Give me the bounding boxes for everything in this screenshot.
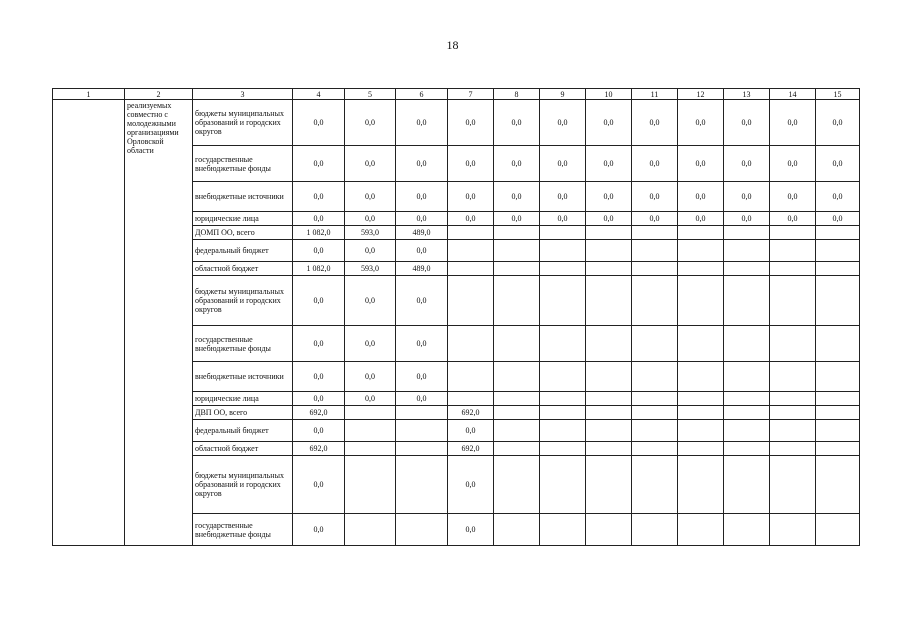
value-cell: 0,0 [816, 212, 860, 226]
value-cell [448, 226, 494, 240]
value-cell [396, 420, 448, 442]
value-cell: 0,0 [678, 146, 724, 182]
value-cell [540, 442, 586, 456]
row-name: юридические лица [193, 392, 293, 406]
value-cell: 0,0 [345, 182, 396, 212]
value-cell: 0,0 [396, 146, 448, 182]
value-cell: 593,0 [345, 262, 396, 276]
header-cell: 7 [448, 89, 494, 100]
value-cell [816, 362, 860, 392]
table-row [53, 100, 860, 146]
value-cell [540, 240, 586, 262]
value-cell [632, 362, 678, 392]
header-cell: 11 [632, 89, 678, 100]
value-cell [770, 442, 816, 456]
value-cell: 0,0 [586, 182, 632, 212]
value-cell [540, 514, 586, 546]
value-cell [494, 406, 540, 420]
value-cell [816, 514, 860, 546]
value-cell [494, 326, 540, 362]
value-cell: 0,0 [448, 420, 494, 442]
value-cell [494, 226, 540, 240]
value-cell [586, 392, 632, 406]
value-cell [540, 406, 586, 420]
value-cell: 0,0 [540, 146, 586, 182]
value-cell: 0,0 [586, 100, 632, 146]
value-cell: 0,0 [770, 212, 816, 226]
value-cell [396, 442, 448, 456]
value-cell [816, 276, 860, 326]
value-cell [540, 362, 586, 392]
value-cell [586, 442, 632, 456]
header-row [53, 89, 860, 100]
row-name: бюджеты муниципальных образований и городских округов [193, 276, 293, 326]
value-cell [494, 362, 540, 392]
value-cell: 489,0 [396, 226, 448, 240]
value-cell: 0,0 [293, 146, 345, 182]
value-cell [345, 514, 396, 546]
value-cell [770, 276, 816, 326]
value-cell: 0,0 [586, 146, 632, 182]
value-cell [770, 392, 816, 406]
value-cell: 0,0 [396, 362, 448, 392]
header-cell: 1 [53, 89, 125, 100]
value-cell [540, 420, 586, 442]
value-cell [678, 406, 724, 420]
value-cell [770, 240, 816, 262]
value-cell [494, 442, 540, 456]
value-cell: 0,0 [540, 182, 586, 212]
value-cell [540, 392, 586, 406]
value-cell [494, 456, 540, 514]
value-cell [724, 276, 770, 326]
value-cell [494, 240, 540, 262]
value-cell [724, 420, 770, 442]
value-cell [770, 326, 816, 362]
value-cell [632, 392, 678, 406]
header-cell: 10 [586, 89, 632, 100]
value-cell [632, 420, 678, 442]
value-cell [396, 514, 448, 546]
value-cell [678, 420, 724, 442]
header-cell: 13 [724, 89, 770, 100]
col1-cell [53, 100, 125, 546]
value-cell [540, 326, 586, 362]
value-cell: 0,0 [632, 100, 678, 146]
value-cell: 0,0 [345, 392, 396, 406]
value-cell: 0,0 [586, 212, 632, 226]
value-cell: 0,0 [293, 276, 345, 326]
row-name: бюджеты муниципальных образований и городских округов [193, 456, 293, 514]
value-cell: 489,0 [396, 262, 448, 276]
value-cell [632, 240, 678, 262]
value-cell [540, 276, 586, 326]
value-cell: 692,0 [448, 406, 494, 420]
value-cell [586, 362, 632, 392]
header-cell: 14 [770, 89, 816, 100]
row-name: бюджеты муниципальных образований и городских округов [193, 100, 293, 146]
value-cell: 0,0 [632, 146, 678, 182]
value-cell: 0,0 [293, 100, 345, 146]
value-cell: 0,0 [448, 514, 494, 546]
value-cell: 0,0 [770, 146, 816, 182]
value-cell: 0,0 [494, 212, 540, 226]
value-cell [632, 262, 678, 276]
value-cell: 0,0 [345, 326, 396, 362]
value-cell: 0,0 [816, 100, 860, 146]
value-cell: 0,0 [396, 392, 448, 406]
header-cell: 3 [193, 89, 293, 100]
value-cell [345, 406, 396, 420]
value-cell [632, 406, 678, 420]
value-cell: 0,0 [293, 362, 345, 392]
value-cell: 0,0 [396, 326, 448, 362]
value-cell: 0,0 [632, 212, 678, 226]
row-name: федеральный бюджет [193, 420, 293, 442]
value-cell [816, 262, 860, 276]
value-cell: 0,0 [293, 392, 345, 406]
value-cell [632, 456, 678, 514]
value-cell: 0,0 [293, 456, 345, 514]
value-cell [816, 240, 860, 262]
value-cell [396, 406, 448, 420]
value-cell: 692,0 [448, 442, 494, 456]
value-cell: 0,0 [293, 212, 345, 226]
value-cell [816, 456, 860, 514]
value-cell: 0,0 [448, 182, 494, 212]
value-cell [494, 262, 540, 276]
value-cell: 0,0 [724, 146, 770, 182]
row-name: областной бюджет [193, 442, 293, 456]
value-cell [724, 406, 770, 420]
value-cell [586, 456, 632, 514]
value-cell [770, 420, 816, 442]
header-cell: 9 [540, 89, 586, 100]
value-cell: 0,0 [345, 212, 396, 226]
value-cell [770, 362, 816, 392]
value-cell [345, 420, 396, 442]
value-cell: 0,0 [678, 100, 724, 146]
row-name: государственные внебюджетные фонды [193, 514, 293, 546]
value-cell: 593,0 [345, 226, 396, 240]
row-name: внебюджетные источники [193, 362, 293, 392]
header-cell: 15 [816, 89, 860, 100]
value-cell [540, 456, 586, 514]
value-cell [586, 262, 632, 276]
value-cell: 692,0 [293, 406, 345, 420]
value-cell [724, 456, 770, 514]
value-cell [540, 262, 586, 276]
value-cell [586, 420, 632, 442]
value-cell [678, 456, 724, 514]
value-cell: 0,0 [345, 100, 396, 146]
value-cell: 0,0 [345, 240, 396, 262]
value-cell [632, 226, 678, 240]
value-cell [678, 442, 724, 456]
row-name: юридические лица [193, 212, 293, 226]
value-cell [770, 262, 816, 276]
value-cell [678, 392, 724, 406]
value-cell [448, 392, 494, 406]
value-cell: 0,0 [632, 182, 678, 212]
header-cell: 5 [345, 89, 396, 100]
value-cell: 0,0 [396, 240, 448, 262]
value-cell [586, 276, 632, 326]
value-cell: 0,0 [494, 182, 540, 212]
value-cell [816, 406, 860, 420]
value-cell [345, 456, 396, 514]
value-cell [816, 326, 860, 362]
value-cell: 0,0 [293, 240, 345, 262]
row-name: государственные внебюджетные фонды [193, 326, 293, 362]
value-cell [448, 240, 494, 262]
header-cell: 4 [293, 89, 345, 100]
value-cell [586, 326, 632, 362]
value-cell [770, 456, 816, 514]
value-cell: 0,0 [396, 212, 448, 226]
value-cell: 0,0 [678, 182, 724, 212]
col2-description: реализуемых совместно с молодежными организациями Орловской области [125, 100, 193, 546]
value-cell: 0,0 [345, 276, 396, 326]
value-cell [724, 226, 770, 240]
value-cell: 0,0 [816, 182, 860, 212]
value-cell [586, 406, 632, 420]
value-cell [632, 326, 678, 362]
header-cell: 12 [678, 89, 724, 100]
header-cell: 6 [396, 89, 448, 100]
value-cell [632, 442, 678, 456]
value-cell [678, 276, 724, 326]
value-cell: 0,0 [448, 100, 494, 146]
value-cell [678, 262, 724, 276]
page-number: 18 [446, 38, 459, 52]
row-name: ДВП ОО, всего [193, 406, 293, 420]
value-cell: 0,0 [448, 212, 494, 226]
value-cell [678, 362, 724, 392]
value-cell: 0,0 [494, 100, 540, 146]
value-cell [724, 326, 770, 362]
value-cell: 0,0 [770, 100, 816, 146]
value-cell: 0,0 [396, 182, 448, 212]
value-cell [586, 226, 632, 240]
header-cell: 8 [494, 89, 540, 100]
value-cell [678, 240, 724, 262]
value-cell [724, 262, 770, 276]
value-cell [770, 514, 816, 546]
budget-table [52, 88, 860, 546]
value-cell [678, 326, 724, 362]
value-cell [678, 514, 724, 546]
value-cell: 0,0 [448, 456, 494, 514]
value-cell [724, 514, 770, 546]
value-cell: 0,0 [770, 182, 816, 212]
row-name: ДОМП ОО, всего [193, 226, 293, 240]
value-cell [724, 362, 770, 392]
value-cell [494, 392, 540, 406]
header-cell: 2 [125, 89, 193, 100]
value-cell [770, 406, 816, 420]
value-cell: 692,0 [293, 442, 345, 456]
value-cell [396, 456, 448, 514]
value-cell: 0,0 [396, 100, 448, 146]
value-cell [816, 392, 860, 406]
value-cell: 0,0 [345, 362, 396, 392]
value-cell: 0,0 [678, 212, 724, 226]
value-cell [586, 514, 632, 546]
value-cell: 0,0 [345, 146, 396, 182]
value-cell [345, 442, 396, 456]
value-cell: 1 082,0 [293, 262, 345, 276]
value-cell [724, 392, 770, 406]
value-cell: 0,0 [724, 182, 770, 212]
value-cell: 0,0 [540, 100, 586, 146]
value-cell: 0,0 [540, 212, 586, 226]
value-cell [586, 240, 632, 262]
value-cell: 0,0 [293, 514, 345, 546]
value-cell: 0,0 [448, 146, 494, 182]
value-cell: 0,0 [724, 212, 770, 226]
value-cell [632, 514, 678, 546]
value-cell [816, 226, 860, 240]
value-cell [448, 326, 494, 362]
row-name: федеральный бюджет [193, 240, 293, 262]
value-cell [632, 276, 678, 326]
value-cell: 1 082,0 [293, 226, 345, 240]
value-cell [448, 362, 494, 392]
value-cell: 0,0 [293, 326, 345, 362]
value-cell [448, 276, 494, 326]
value-cell [540, 226, 586, 240]
value-cell: 0,0 [293, 182, 345, 212]
value-cell: 0,0 [816, 146, 860, 182]
value-cell [816, 420, 860, 442]
value-cell [494, 420, 540, 442]
value-cell [678, 226, 724, 240]
value-cell [724, 240, 770, 262]
value-cell [494, 276, 540, 326]
value-cell [724, 442, 770, 456]
row-name: внебюджетные источники [193, 182, 293, 212]
value-cell: 0,0 [293, 420, 345, 442]
value-cell [816, 442, 860, 456]
value-cell: 0,0 [494, 146, 540, 182]
value-cell [448, 262, 494, 276]
value-cell: 0,0 [396, 276, 448, 326]
value-cell: 0,0 [724, 100, 770, 146]
row-name: государственные внебюджетные фонды [193, 146, 293, 182]
value-cell [494, 514, 540, 546]
row-name: областной бюджет [193, 262, 293, 276]
value-cell [770, 226, 816, 240]
